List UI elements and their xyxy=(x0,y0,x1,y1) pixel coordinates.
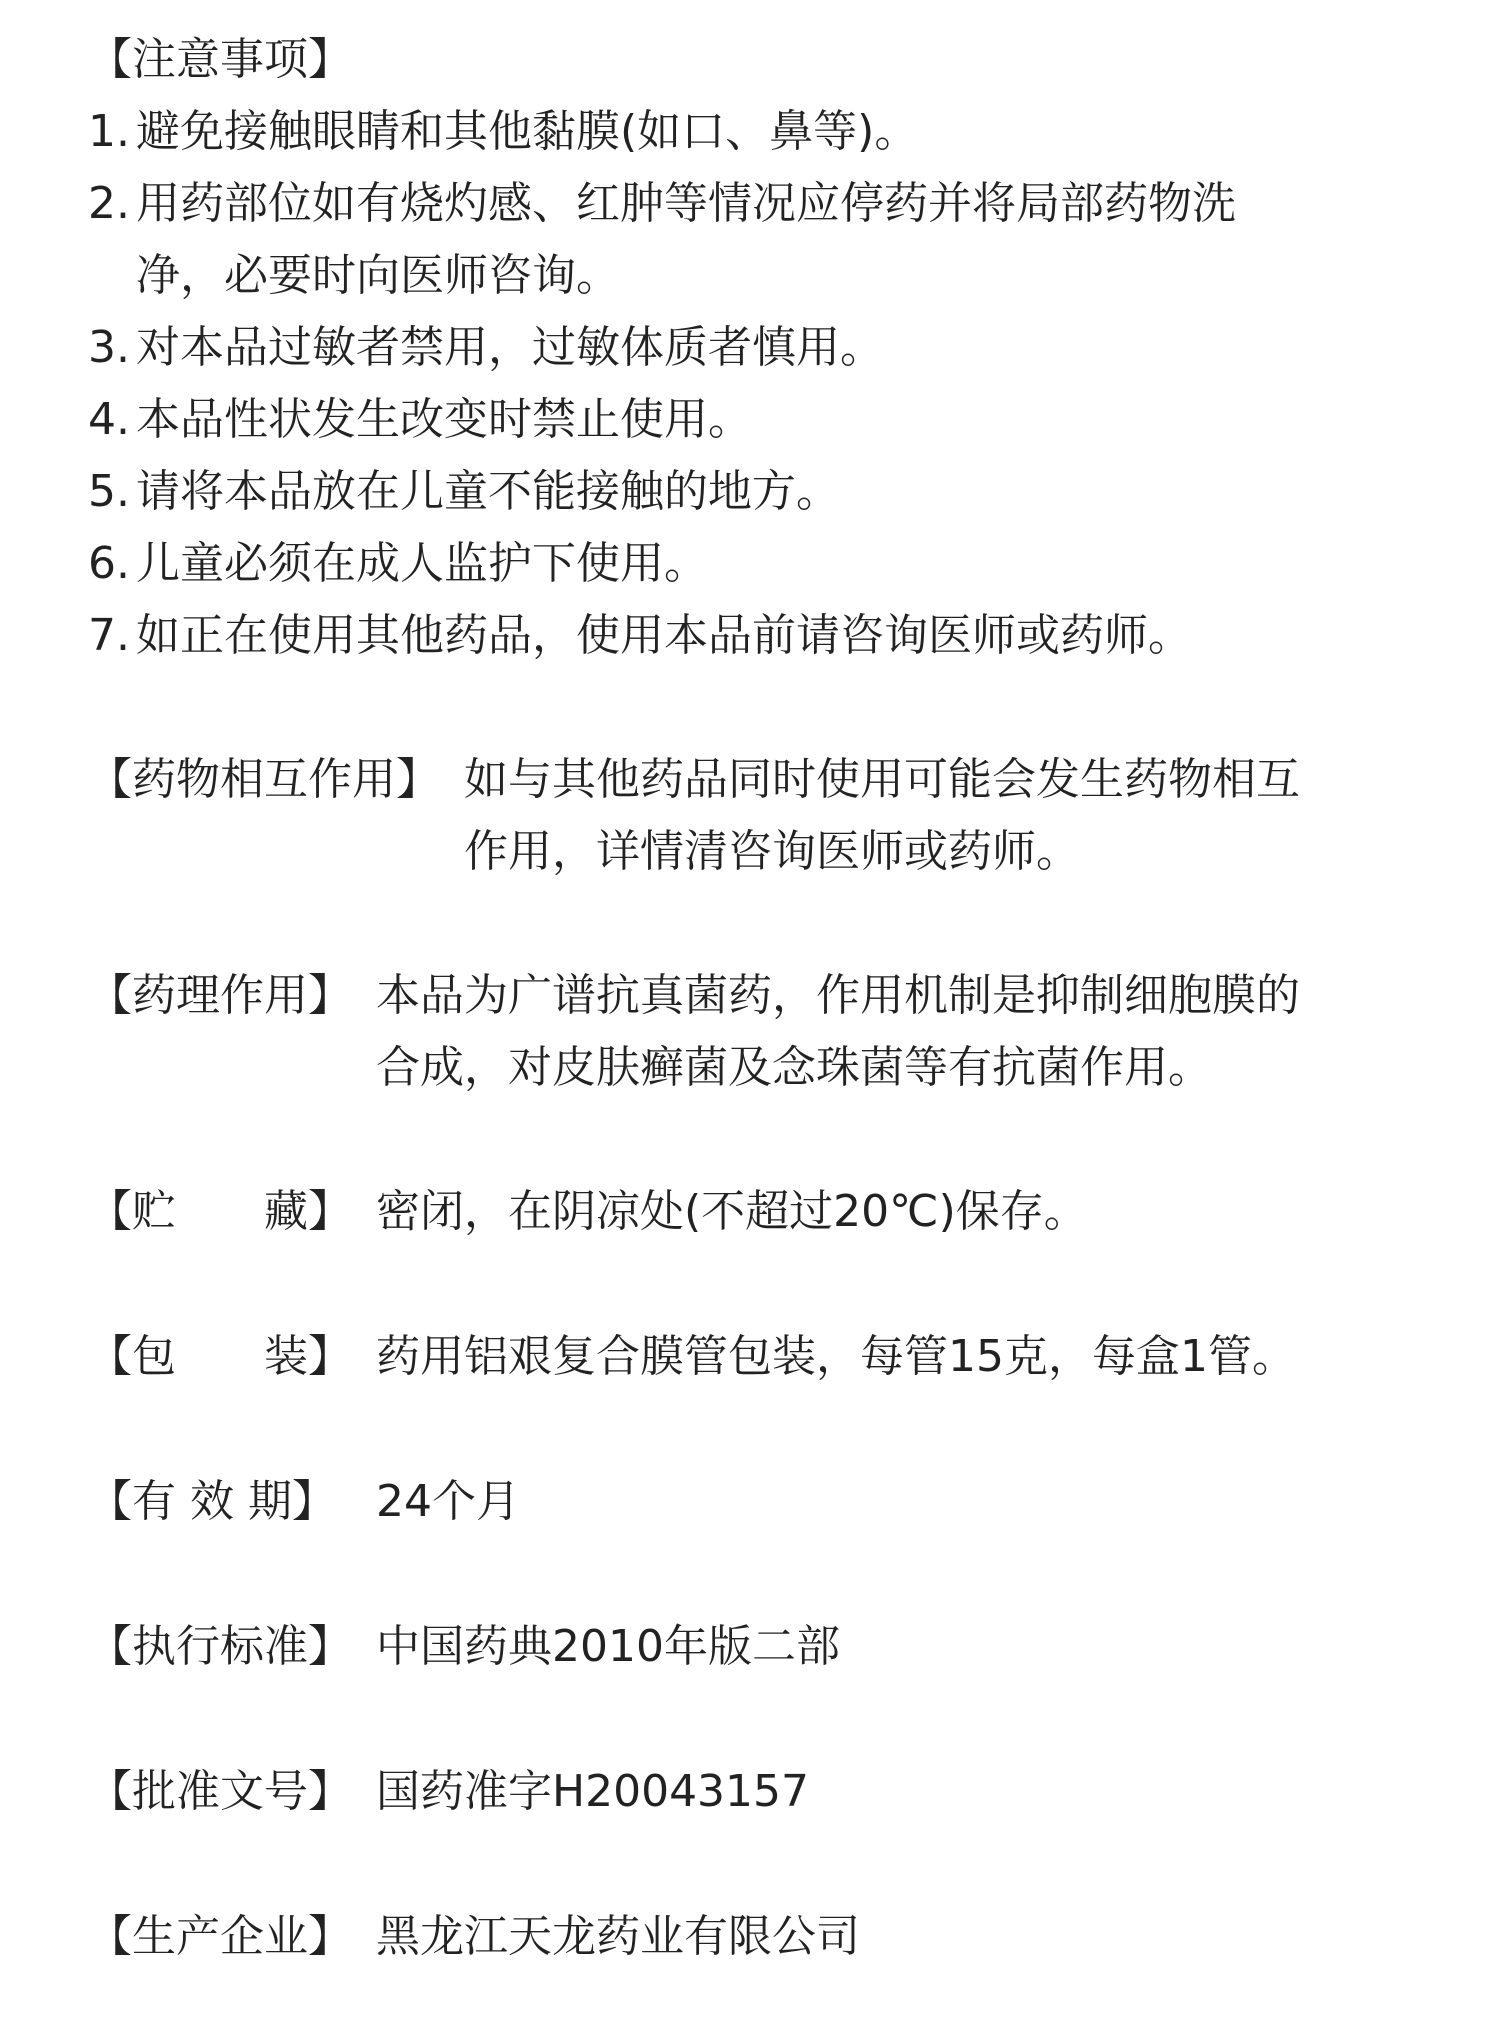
packaging-label: 【包 装】 xyxy=(88,1331,352,1382)
item-text-line: 儿童必须在成人监护下使用。 xyxy=(136,538,708,589)
section-spacer xyxy=(88,1538,1428,1611)
item-text-line: 对本品过敏者禁用，过敏体质者慎用。 xyxy=(136,322,884,373)
interactions-label: 【药物相互作用】 xyxy=(88,754,440,805)
precaution-item-5 xyxy=(88,456,1428,528)
pharmacology-section xyxy=(88,960,1428,1104)
pharmacology-text-line: 本品为广谱抗真菌药，作用机制是抑制细胞膜的 xyxy=(376,970,1300,1021)
interactions-text-line: 作用，详情清咨询医师或药师。 xyxy=(464,826,1080,877)
interactions-text xyxy=(464,744,1300,888)
validity-text xyxy=(376,1466,520,1538)
pharmacology-label: 【药理作用】 xyxy=(88,970,352,1021)
precaution-item-4 xyxy=(88,384,1428,456)
section-spacer xyxy=(88,1393,1428,1466)
item-number: 2. xyxy=(88,178,130,229)
item-text xyxy=(136,384,1386,456)
pharmacology-text-line: 合成，对皮肤癣菌及念珠菌等有抗菌作用。 xyxy=(376,1042,1212,1093)
section-spacer xyxy=(88,1104,1428,1176)
standard-text xyxy=(376,1611,840,1683)
pharmacology-text xyxy=(376,960,1300,1104)
precautions-heading: 【注意事项】 xyxy=(88,34,352,85)
item-text xyxy=(136,312,1386,384)
item-text xyxy=(136,528,1386,600)
item-number: 7. xyxy=(88,610,130,661)
storage-section xyxy=(88,1176,1428,1248)
item-number: 3. xyxy=(88,322,130,373)
precaution-item-6 xyxy=(88,528,1428,600)
interactions-text-line: 如与其他药品同时使用可能会发生药物相互 xyxy=(464,754,1300,805)
precaution-item-7 xyxy=(88,600,1428,672)
approval-section xyxy=(88,1756,1428,1828)
standard-label: 【执行标准】 xyxy=(88,1621,352,1672)
item-number: 1. xyxy=(88,106,130,157)
section-spacer xyxy=(88,1683,1428,1756)
storage-text xyxy=(376,1176,1088,1248)
approval-text-line: 国药准字H20043157 xyxy=(376,1766,810,1817)
item-text-line: 避免接触眼睛和其他黏膜(如口、鼻等)。 xyxy=(136,106,919,157)
item-number: 5. xyxy=(88,466,130,517)
precaution-item-3 xyxy=(88,312,1428,384)
manufacturer-label: 【生产企业】 xyxy=(88,1911,352,1962)
section-spacer xyxy=(88,672,1428,744)
manufacturer-section xyxy=(88,1901,1428,1973)
item-text-line: 请将本品放在儿童不能接触的地方。 xyxy=(136,466,840,517)
manufacturer-text-line: 黑龙江天龙药业有限公司 xyxy=(376,1911,860,1962)
packaging-section xyxy=(88,1321,1428,1393)
item-number: 6. xyxy=(88,538,130,589)
section-spacer xyxy=(88,1248,1428,1321)
storage-label: 【贮 藏】 xyxy=(88,1186,352,1237)
precaution-item-1 xyxy=(88,96,1428,168)
validity-label: 【有 效 期】 xyxy=(88,1476,336,1527)
item-text xyxy=(136,96,1386,168)
packaging-text-line: 药用铝艰复合膜管包装，每管15克，每盒1管。 xyxy=(376,1331,1296,1382)
section-spacer xyxy=(88,1828,1428,1901)
item-number: 4. xyxy=(88,394,130,445)
manufacturer-text xyxy=(376,1901,860,1973)
item-text xyxy=(136,456,1386,528)
section-spacer xyxy=(88,888,1428,960)
interactions-section xyxy=(88,744,1428,888)
packaging-text xyxy=(376,1321,1296,1393)
package-insert xyxy=(88,24,1428,1973)
item-text-line: 用药部位如有烧灼感、红肿等情况应停药并将局部药物洗 xyxy=(136,178,1236,229)
standard-section xyxy=(88,1611,1428,1683)
item-text-line: 净，必要时向医师咨询。 xyxy=(136,250,620,301)
item-text-line: 本品性状发生改变时禁止使用。 xyxy=(136,394,752,445)
approval-label: 【批准文号】 xyxy=(88,1766,352,1817)
storage-text-line: 密闭，在阴凉处(不超过20℃)保存。 xyxy=(376,1186,1088,1237)
standard-text-line: 中国药典2010年版二部 xyxy=(376,1621,840,1672)
validity-text-line: 24个月 xyxy=(376,1476,520,1527)
item-text xyxy=(136,168,1386,312)
approval-text xyxy=(376,1756,809,1828)
validity-section xyxy=(88,1466,1428,1538)
item-text xyxy=(136,600,1386,672)
item-text-line: 如正在使用其他药品，使用本品前请咨询医师或药师。 xyxy=(136,610,1192,661)
precaution-item-2 xyxy=(88,168,1428,312)
precautions-section xyxy=(88,24,1428,672)
